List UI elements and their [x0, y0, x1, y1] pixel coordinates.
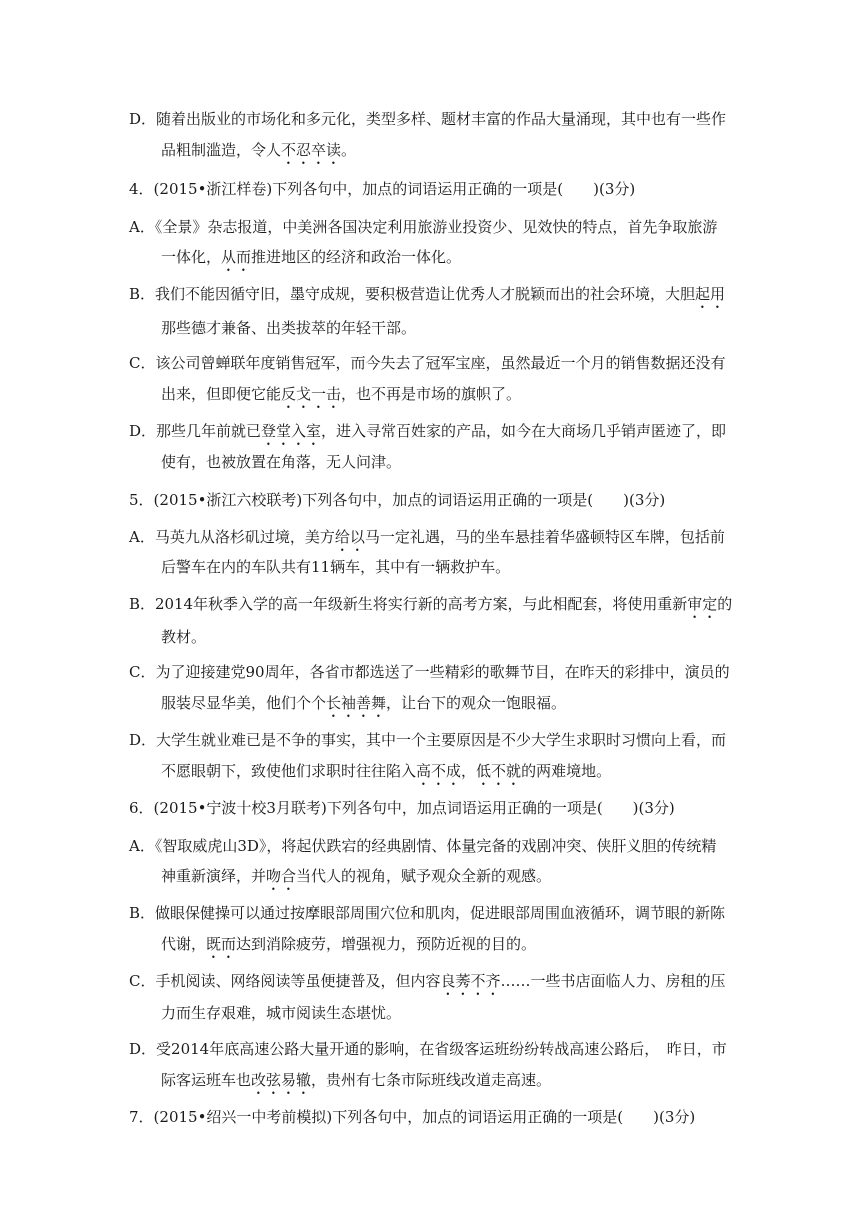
text-line: [129, 594, 732, 622]
text-segment: 6．(2015•宁波十校3月联考)下列各句中，加点词语运用正确的一项是( )(3分): [129, 799, 675, 817]
text-line: [129, 490, 665, 510]
text-line: [161, 452, 401, 472]
text-segment: ，让台下的观众一饱眼福。: [386, 694, 567, 712]
text-line: [129, 109, 726, 129]
emphasized-phrase: 改弦易辙: [251, 1071, 312, 1089]
text-line: [161, 627, 206, 647]
text-line: [129, 730, 726, 750]
emphasized-phrase: 良莠不齐: [440, 972, 501, 990]
text-segment: 达到消除疲劳，增强视力，预防近视的目的。: [236, 935, 537, 953]
text-segment: 那些德才兼备、出类拔萃的年轻干部。: [161, 319, 417, 337]
text-line: [129, 836, 716, 856]
text-segment: 当代人的视角，赋予观众全新的观感。: [296, 867, 552, 885]
text-line: [161, 761, 611, 789]
text-segment: D．那些几年前就已: [129, 422, 262, 440]
text-line: [129, 1039, 727, 1059]
emphasized-phrase: 给以: [334, 528, 365, 546]
text-line: [129, 527, 725, 555]
text-segment: 代谢，: [161, 935, 207, 953]
text-segment: 推进地区的经济和政治一体化。: [251, 248, 462, 266]
text-line: [161, 140, 356, 168]
text-segment: C．为了迎接建党90周年，各省市都选送了一些精彩的歌舞节目，在昨天的彩排中，演员的: [129, 663, 730, 681]
text-line: [129, 903, 725, 923]
text-segment: 不愿眼朝下，致使他们求职时往往陷入: [161, 762, 417, 780]
text-segment: 服装尽显华美，他们个个: [161, 694, 327, 712]
text-line: [161, 1003, 401, 1023]
emphasized-phrase: 不忍卒读: [281, 141, 342, 159]
emphasized-phrase: 低不就: [476, 762, 522, 780]
text-segment: C．手机阅读、网络阅读等虽便捷普及，但内容: [129, 972, 441, 990]
text-line: [129, 1107, 695, 1127]
text-segment: ，: [461, 762, 477, 780]
emphasized-phrase: 高不成: [416, 762, 462, 780]
text-segment: B．我们不能因循守旧，墨守成规，要积极营造让优秀人才脱颖而出的社会环境，大胆: [129, 285, 696, 303]
text-line: [161, 934, 536, 962]
emphasized-phrase: 既而: [206, 935, 237, 953]
text-segment: 后警车在内的车队共有11辆车，其中有一辆救护车。: [161, 558, 511, 576]
text-segment: ，也不再是市场的旗帜了。: [341, 385, 522, 403]
text-segment: B．做眼保健操可以通过按摩眼部周围穴位和肌肉，促进眼部周围血液循环，调节眼的新陈: [129, 904, 726, 922]
text-segment: ，贵州有七条市际班线改道走高速。: [311, 1071, 552, 1089]
text-segment: D．随着出版业的市场化和多元化，类型多样、题材丰富的作品大量涌现，其中也有一些作: [129, 110, 727, 128]
text-segment: 神重新演绎，并: [161, 867, 267, 885]
text-line: [129, 662, 730, 682]
text-segment: 一体化，: [161, 248, 222, 266]
text-segment: 7．(2015•绍兴一中考前模拟)下列各句中，加点的词语运用正确的一项是( )(3分): [129, 1108, 696, 1126]
text-line: [161, 384, 521, 412]
text-segment: 教材。: [161, 628, 207, 646]
text-segment: 的两难境地。: [521, 762, 612, 780]
text-line: [161, 318, 416, 338]
text-segment: 品粗制滥造，令人: [161, 141, 282, 159]
text-segment: 出来，但即便它能: [161, 385, 282, 403]
emphasized-phrase: 起用: [695, 285, 726, 303]
text-segment: 。: [341, 141, 357, 159]
text-line: [161, 247, 461, 275]
text-segment: 马一定礼遇，马的坐车悬挂着华盛顿特区车牌，包括前: [364, 528, 725, 546]
text-segment: 的: [717, 595, 733, 613]
text-segment: 力而生存艰难，城市阅读生态堪忧。: [161, 1004, 402, 1022]
text-line: [161, 866, 551, 894]
text-line: [129, 217, 717, 237]
text-segment: 际客运班车也: [161, 1071, 252, 1089]
text-line: [161, 693, 566, 721]
text-segment: A．《智取威虎山3D》，将起伏跌宕的经典剧情、体量完备的戏剧冲突、侠肝义胆的传统精: [129, 837, 717, 855]
text-segment: 使有，也被放置在角落，无人问津。: [161, 453, 402, 471]
text-line: [129, 971, 726, 999]
text-segment: 5．(2015•浙江六校联考)下列各句中，加点的词语运用正确的一项是( )(3分): [129, 491, 666, 509]
emphasized-phrase: 反戈一击: [281, 385, 342, 403]
emphasized-phrase: 长袖善舞: [326, 694, 387, 712]
text-segment: 4．(2015•浙江样卷)下列各句中，加点的词语运用正确的一项是( )(3分): [129, 180, 636, 198]
emphasized-phrase: 审定: [687, 595, 718, 613]
emphasized-phrase: 吻合: [266, 867, 297, 885]
text-line: [161, 1070, 551, 1098]
text-line: [129, 421, 726, 449]
text-line: [129, 798, 675, 818]
text-line: [161, 557, 510, 577]
text-segment: D．大学生就业难已是不争的事实，其中一个主要原因是不少大学生求职时习惯向上看，而: [129, 731, 727, 749]
text-segment: A．马英九从洛杉矶过境，美方: [129, 528, 335, 546]
text-line: [129, 353, 725, 373]
text-segment: B．2014年秋季入学的高一年级新生将实行新的高考方案，与此相配套，将使用重新: [129, 595, 688, 613]
text-line: [129, 179, 635, 199]
text-segment: C．该公司曾蝉联年度销售冠军，而今失去了冠军宝座，虽然最近一个月的销售数据还没有: [129, 354, 726, 372]
text-segment: ，进入寻常百姓家的产品，如今在大商场几乎销声匿迹了，即: [321, 422, 727, 440]
text-line: [129, 284, 725, 312]
emphasized-phrase: 登堂入室: [261, 422, 322, 440]
emphasized-phrase: 从而: [221, 248, 252, 266]
text-segment: D．受2014年底高速公路大量开通的影响，在省级客运班纷纷转战高速公路后， 昨日，市: [129, 1040, 727, 1058]
text-segment: A．《全景》杂志报道，中美洲各国决定利用旅游业投资少、见效快的特点，首先争取旅游: [129, 218, 718, 236]
text-segment: ……一些书店面临人力、房租的压: [500, 972, 726, 990]
